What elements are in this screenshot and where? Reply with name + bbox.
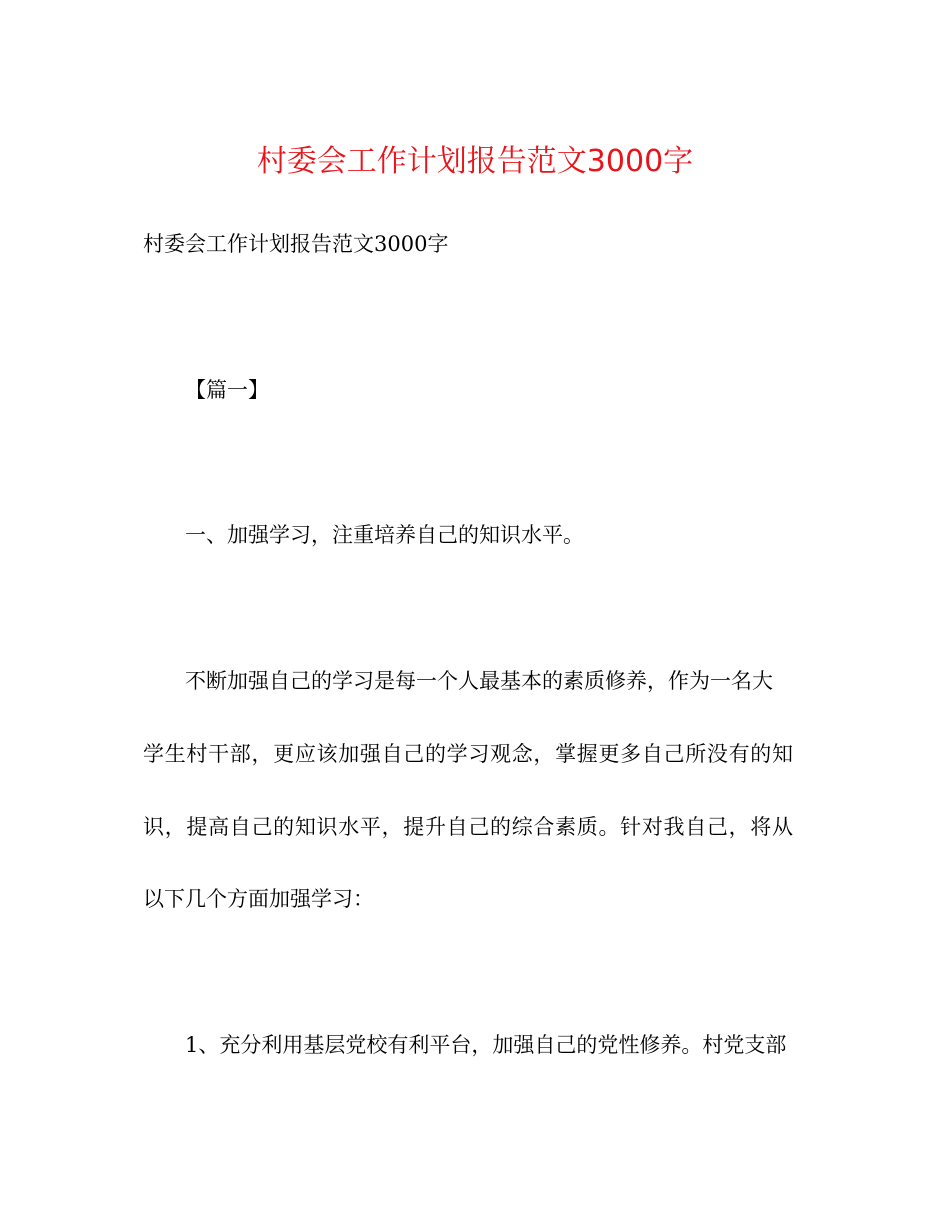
paragraph-line: 识，提高自己的知识水平，提升自己的综合素质。针对我自己，将从	[143, 815, 793, 839]
paragraph-line: 1、充分利用基层党校有利平台，加强自己的党性修养。村党支部	[185, 1033, 787, 1057]
paragraph-line: 学生村干部，更应该加强自己的学习观念，掌握更多自己所没有的知	[143, 742, 793, 766]
document-subtitle: 村委会工作计划报告范文3000字	[143, 232, 449, 256]
document-title: 村委会工作计划报告范文3000字	[256, 144, 694, 179]
paragraph-line: 不断加强自己的学习是每一个人最基本的素质修养，作为一名大	[185, 669, 773, 693]
section-label: 【篇一】	[185, 378, 269, 402]
section-heading: 一、加强学习，注重培养自己的知识水平。	[185, 523, 584, 547]
paragraph-line: 以下几个方面加强学习：	[143, 887, 374, 911]
